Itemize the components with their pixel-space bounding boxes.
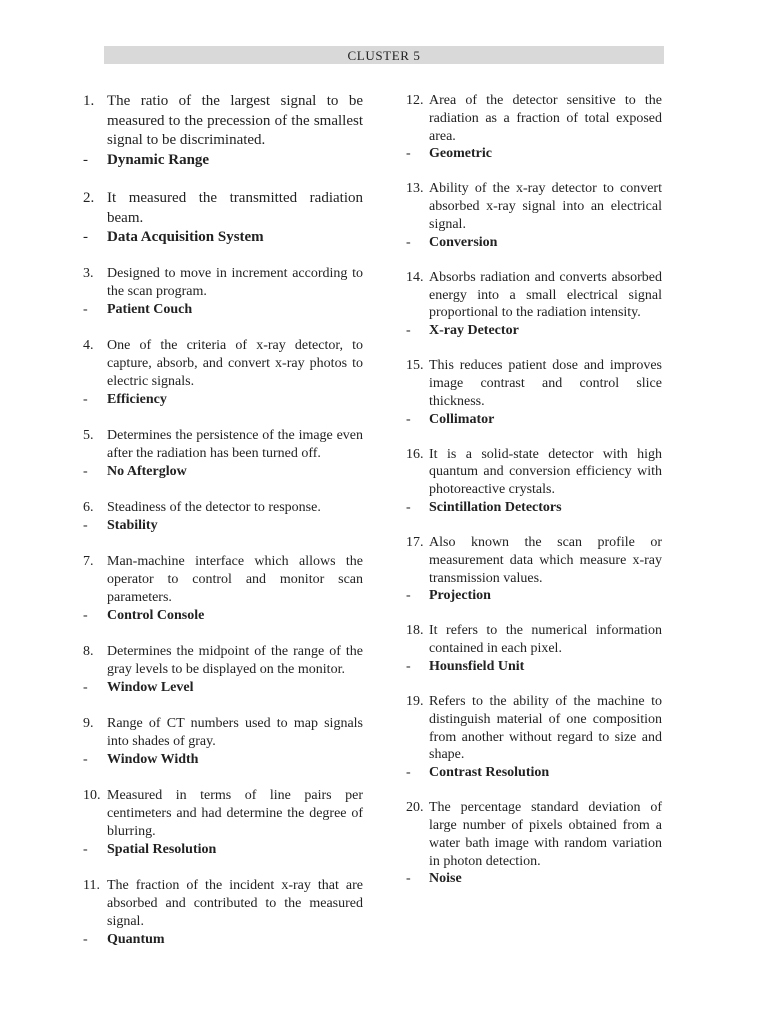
answer-dash: - xyxy=(83,607,88,623)
answer-text: Scintillation Detectors xyxy=(429,499,562,515)
item-number: 11. xyxy=(83,877,100,893)
list-item xyxy=(406,534,662,605)
list-item xyxy=(83,553,363,625)
answer-dash: - xyxy=(406,146,411,162)
answer-dash: - xyxy=(83,679,88,695)
list-item xyxy=(83,643,363,697)
list-item xyxy=(406,92,662,163)
answer-dash: - xyxy=(83,841,88,857)
answer-dash: - xyxy=(83,463,88,479)
list-item xyxy=(406,622,662,676)
question-text: Refers to the ability of the machine to distinguish material of one composition from another without regard to size and shape. xyxy=(429,693,662,763)
answer-text: X-ray Detector xyxy=(429,323,519,339)
list-item xyxy=(406,693,662,782)
list-item xyxy=(83,189,363,248)
answer-text: Control Console xyxy=(107,607,205,623)
list-item xyxy=(83,499,363,535)
answer-text: Hounsfield Unit xyxy=(429,658,525,674)
question-text: Determines the persistence of the image even after the radiation has been turned off. xyxy=(107,427,363,461)
answer-dash: - xyxy=(83,931,88,947)
item-number: 13. xyxy=(406,181,424,197)
list-item xyxy=(83,265,363,319)
answer-dash: - xyxy=(406,499,411,515)
item-number: 16. xyxy=(406,446,424,462)
question-text: It is a solid-state detector with high quantum and conversion efficiency with photoreactive crystals. xyxy=(429,446,662,498)
item-number: 8. xyxy=(83,643,94,659)
question-text: Range of CT numbers used to map signals into shades of gray. xyxy=(107,715,363,749)
answer-dash: - xyxy=(406,871,411,887)
right-column xyxy=(406,92,662,888)
answer-text: Collimator xyxy=(429,411,495,427)
answer-text: Window Level xyxy=(107,679,194,695)
question-text: It measured the transmitted radiation beam. xyxy=(107,190,363,226)
question-text: Absorbs radiation and converts absorbed energy into a small electrical signal proportional to the radiation intensity. xyxy=(429,269,662,321)
question-text: Ability of the x-ray detector to convert absorbed x-ray signal into an electrical signal. xyxy=(429,181,662,232)
answer-dash: - xyxy=(406,411,411,427)
item-number: 17. xyxy=(406,534,424,550)
list-item xyxy=(406,180,662,251)
answer-dash: - xyxy=(83,751,88,767)
item-number: 6. xyxy=(83,499,94,515)
question-text: The ratio of the largest signal to be measured to the precession of the smallest signal to be discriminated. xyxy=(107,93,363,148)
answer-text: Data Acquisition System xyxy=(107,229,264,245)
answer-text: Dynamic Range xyxy=(107,151,210,168)
question-text: One of the criteria of x-ray detector, to capture, absorb, and convert x-ray photos to electric signals. xyxy=(107,337,363,389)
question-text: Area of the detector sensitive to the radiation as a fraction of total exposed area. xyxy=(429,93,662,144)
answer-text: Stability xyxy=(107,517,158,533)
answer-dash: - xyxy=(83,301,88,317)
item-number: 18. xyxy=(406,623,424,639)
item-number: 15. xyxy=(406,358,424,374)
answer-dash: - xyxy=(406,658,411,674)
list-item xyxy=(83,877,363,949)
answer-dash: - xyxy=(83,391,88,407)
item-number: 14. xyxy=(406,269,424,285)
answer-text: Projection xyxy=(429,588,491,604)
item-number: 10. xyxy=(83,787,101,803)
list-item xyxy=(406,446,662,517)
item-number: 19. xyxy=(406,693,424,709)
question-text: Man-machine interface which allows the operator to control and monitor scan parameters. xyxy=(107,553,363,605)
list-item xyxy=(83,787,363,859)
question-text: Steadiness of the detector to response. xyxy=(107,499,321,515)
item-number: 7. xyxy=(83,553,94,569)
answer-text: Window Width xyxy=(107,751,199,767)
answer-text: Spatial Resolution xyxy=(107,841,217,857)
list-item xyxy=(83,337,363,409)
page-header xyxy=(104,46,664,64)
item-number: 1. xyxy=(83,93,95,109)
answer-text: Geometric xyxy=(429,146,492,162)
left-column xyxy=(83,92,363,949)
list-item xyxy=(83,427,363,481)
question-text: The percentage standard deviation of large number of pixels obtained from a water bath image with random variation in photon detection. xyxy=(429,800,662,869)
question-text: This reduces patient dose and improves image contrast and control slice thickness. xyxy=(429,358,662,409)
list-item xyxy=(406,269,662,340)
question-text: Determines the midpoint of the range of the gray levels to be displayed on the monitor. xyxy=(107,643,363,677)
answer-text: No Afterglow xyxy=(107,463,187,479)
answer-dash: - xyxy=(406,588,411,604)
list-item xyxy=(406,799,662,888)
item-number: 2. xyxy=(83,190,95,206)
answer-text: Noise xyxy=(429,871,462,887)
answer-text: Conversion xyxy=(429,234,498,250)
item-number: 3. xyxy=(83,265,94,281)
answer-dash: - xyxy=(83,229,88,245)
question-text: Designed to move in increment according to the scan program. xyxy=(107,265,363,299)
item-number: 12. xyxy=(406,93,424,108)
item-number: 20. xyxy=(406,800,424,816)
question-text: The fraction of the incident x-ray that are absorbed and contributed to the measured signal. xyxy=(107,877,363,929)
answer-dash: - xyxy=(83,151,88,168)
item-number: 5. xyxy=(83,427,94,443)
answer-text: Patient Couch xyxy=(107,301,193,317)
question-text: Also known the scan profile or measurement data which measure x-ray transmission values. xyxy=(429,534,662,586)
answer-dash: - xyxy=(406,765,411,781)
answer-text: Contrast Resolution xyxy=(429,765,550,781)
item-number: 4. xyxy=(83,337,94,353)
list-item xyxy=(83,92,363,170)
item-number: 9. xyxy=(83,715,94,731)
answer-dash: - xyxy=(406,234,411,250)
answer-dash: - xyxy=(83,517,88,533)
answer-dash: - xyxy=(406,323,411,339)
question-text: Measured in terms of line pairs per centimeters and had determine the degree of blurring. xyxy=(107,787,363,839)
question-text: It refers to the numerical information contained in each pixel. xyxy=(429,623,662,657)
list-item xyxy=(83,715,363,769)
page-title: CLUSTER 5 xyxy=(347,48,421,63)
answer-text: Efficiency xyxy=(107,391,167,407)
answer-text: Quantum xyxy=(107,931,165,947)
list-item xyxy=(406,357,662,428)
